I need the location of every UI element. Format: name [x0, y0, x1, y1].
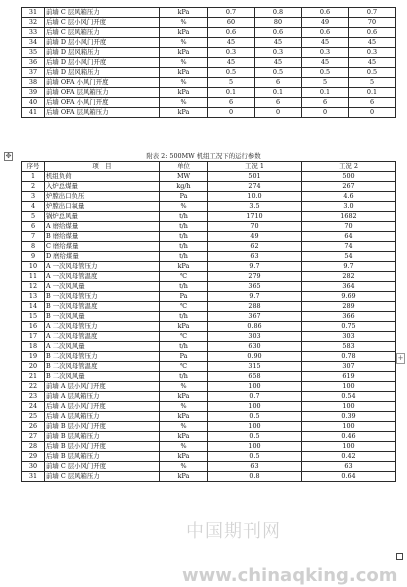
table-cell: kPa: [160, 432, 208, 442]
table-cell: 45: [349, 58, 396, 68]
table-cell: 70: [208, 222, 302, 232]
table-cell: t/h: [160, 312, 208, 322]
table-cell: 后墙 OFA 层风箱压力: [45, 108, 160, 118]
table-cell: C 磨给煤量: [45, 242, 160, 252]
table-cell: %: [160, 382, 208, 392]
table-cell: A 磨给煤量: [45, 222, 160, 232]
table-cell: A 一次风母管压力: [45, 262, 160, 272]
table-cell: 炉膛出口氧量: [45, 202, 160, 212]
table-row: [22, 202, 396, 212]
table-cell: 100: [208, 402, 302, 412]
table-cell: B 二次风母管温度: [45, 362, 160, 372]
table-cell: 6: [255, 78, 302, 88]
table-row: [22, 362, 396, 372]
table-cell: 45: [208, 58, 255, 68]
table-cell: t/h: [160, 232, 208, 242]
table-cell: 619: [302, 372, 396, 382]
table-row: [22, 18, 396, 28]
table-cell: 19: [22, 352, 45, 362]
table-cell: kPa: [160, 322, 208, 332]
table-cell: 前墙 B 层风箱压力: [45, 432, 160, 442]
table-cell: %: [160, 402, 208, 412]
header-cell-case-2: 工况 2: [302, 162, 396, 172]
table-cell: 0.86: [208, 322, 302, 332]
table-cell: 70: [302, 222, 396, 232]
table-cell: 0.6: [255, 28, 302, 38]
table-cell: 0.39: [302, 412, 396, 422]
table-cell: 3: [22, 192, 45, 202]
table-cell: Pa: [160, 352, 208, 362]
table-cell: 583: [302, 342, 396, 352]
table-row: [22, 422, 396, 432]
table-row: [22, 322, 396, 332]
table-cell: 45: [349, 38, 396, 48]
table-row: [22, 442, 396, 452]
table-row: [22, 8, 396, 18]
table-cell: 前墙 A 层小风门开度: [45, 382, 160, 392]
table-cell: 后墙 C 层风箱压力: [45, 28, 160, 38]
watermark-cn: 中国期刊网: [186, 521, 281, 542]
table-cell: 9.7: [302, 262, 396, 272]
table-row: [22, 402, 396, 412]
table-cell: 5: [302, 78, 349, 88]
table-cell: kPa: [160, 262, 208, 272]
table-cell: 274: [208, 182, 302, 192]
table-cell: 0.78: [302, 352, 396, 362]
table-cell: B 磨给煤量: [45, 232, 160, 242]
table-cell: %: [160, 442, 208, 452]
table-cell: 前墙 D 层小风门开度: [45, 38, 160, 48]
add-column-icon[interactable]: +: [397, 354, 404, 362]
table-cell: kPa: [160, 452, 208, 462]
table-cell: 后墙 B 层小风门开度: [45, 442, 160, 452]
table-cell: 500: [302, 172, 396, 182]
table-cell: B 二次风母管压力: [45, 352, 160, 362]
table-cell: 14: [22, 302, 45, 312]
table-cell: 0.46: [302, 432, 396, 442]
table-move-handle-icon[interactable]: ✥: [5, 152, 12, 160]
table-cell: 289: [302, 302, 396, 312]
table-cell: 0.42: [302, 452, 396, 462]
table-row: [22, 262, 396, 272]
table-row: [22, 382, 396, 392]
table-row: [22, 252, 396, 262]
table-cell: 41: [22, 108, 45, 118]
table-cell: 后墙 OFA 小风门开度: [45, 98, 160, 108]
table-cell: t/h: [160, 252, 208, 262]
table-row: [22, 342, 396, 352]
table-row: [22, 88, 396, 98]
table-cell: 303: [302, 332, 396, 342]
table-row: [22, 182, 396, 192]
table-cell: t/h: [160, 242, 208, 252]
table-cell: 0.5: [302, 68, 349, 78]
table-cell: 0.6: [208, 28, 255, 38]
table-cell: 0.7: [208, 392, 302, 402]
table-cell: 0.8: [208, 472, 302, 482]
table-cell: Pa: [160, 192, 208, 202]
table-cell: 前墙 OFA 小风门开度: [45, 78, 160, 88]
table-cell: 0.7: [349, 8, 396, 18]
table-row: [22, 192, 396, 202]
table-row: [22, 452, 396, 462]
table-cell: 31: [22, 8, 45, 18]
table-cell: 5: [208, 78, 255, 88]
table-row: [22, 172, 396, 182]
table-cell: 6: [22, 222, 45, 232]
table-cell: ℃: [160, 332, 208, 342]
table-cell: A 二次风母管温度: [45, 332, 160, 342]
table-cell: kPa: [160, 472, 208, 482]
table-cell: 267: [302, 182, 396, 192]
table-cell: B 一次风母管压力: [45, 292, 160, 302]
table-row: [22, 222, 396, 232]
table-cell: 前墙 B 层小风门开度: [45, 422, 160, 432]
table-cell: kPa: [160, 412, 208, 422]
table-cell: 303: [208, 332, 302, 342]
table-cell: 100: [302, 442, 396, 452]
table-cell: 288: [208, 302, 302, 312]
table-cell: 前墙 A 层风箱压力: [45, 392, 160, 402]
table-cell: 6: [349, 98, 396, 108]
table-cell: B 一次风风量: [45, 312, 160, 322]
table-cell: 279: [208, 272, 302, 282]
table-cell: 45: [255, 38, 302, 48]
table-cell: 39: [22, 88, 45, 98]
table-cell: kPa: [160, 88, 208, 98]
table-cell: 机组负荷: [45, 172, 160, 182]
table-row: [22, 472, 396, 482]
table-cell: A 一次风风量: [45, 282, 160, 292]
table-row: [22, 462, 396, 472]
table-cell: 37: [22, 68, 45, 78]
table-cell: %: [160, 98, 208, 108]
table-cell: B 一次风母管温度: [45, 302, 160, 312]
table-cell: 16: [22, 322, 45, 332]
operating-parameters-table: [21, 161, 396, 482]
table-cell: 38: [22, 78, 45, 88]
table-cell: t/h: [160, 222, 208, 232]
table-cell: 630: [208, 342, 302, 352]
table-cell: 12: [22, 282, 45, 292]
table-cell: %: [160, 58, 208, 68]
table-cell: 0.1: [255, 88, 302, 98]
table-row: [22, 292, 396, 302]
table-cell: 1682: [302, 212, 396, 222]
table-cell: A 二次风风量: [45, 342, 160, 352]
table-cell: 后墙 A 层风箱压力: [45, 412, 160, 422]
table-continued: [21, 7, 396, 118]
table-caption: 附表 2: 500MW 机组工况下的运行参数: [146, 152, 261, 160]
table-cell: 后墙 B 层风箱压力: [45, 452, 160, 462]
table-cell: 24: [22, 402, 45, 412]
table-cell: 45: [255, 58, 302, 68]
table-cell: 70: [349, 18, 396, 28]
table-cell: 0: [208, 108, 255, 118]
table-cell: 后墙 D 层小风门开度: [45, 58, 160, 68]
table-cell: 27: [22, 432, 45, 442]
table-cell: 0.5: [208, 68, 255, 78]
table-row: [22, 78, 396, 88]
table-continued-body: [22, 8, 396, 118]
table-cell: 0.90: [208, 352, 302, 362]
table-cell: 49: [302, 18, 349, 28]
table-row: [22, 98, 396, 108]
table-cell: 100: [302, 422, 396, 432]
table-cell: kPa: [160, 48, 208, 58]
table-cell: 0.1: [302, 88, 349, 98]
table-cell: 0: [255, 108, 302, 118]
table-cell: MW: [160, 172, 208, 182]
table-cell: 658: [208, 372, 302, 382]
table-cell: 80: [255, 18, 302, 28]
table-cell: 3.5: [208, 202, 302, 212]
table-cell: 315: [208, 362, 302, 372]
table-cell: 0.6: [302, 28, 349, 38]
table-cell: 307: [302, 362, 396, 372]
table-cell: 0.5: [208, 412, 302, 422]
table-cell: 100: [302, 382, 396, 392]
table-cell: A 一次风母管温度: [45, 272, 160, 282]
table-cell: 入炉总煤量: [45, 182, 160, 192]
table-cell: 5: [349, 78, 396, 88]
table-cell: 28: [22, 442, 45, 452]
table-cell: 0.1: [208, 88, 255, 98]
table-cell: 62: [208, 242, 302, 252]
table-cell: 0: [349, 108, 396, 118]
table-resize-handle-icon[interactable]: [396, 553, 403, 560]
table-cell: 9.69: [302, 292, 396, 302]
table-cell: 26: [22, 422, 45, 432]
table-cell: 36: [22, 58, 45, 68]
table-cell: 22: [22, 382, 45, 392]
watermark-url: www.chinaqking.com: [182, 565, 398, 586]
table-cell: %: [160, 38, 208, 48]
table-cell: 21: [22, 372, 45, 382]
table-cell: 100: [208, 382, 302, 392]
table-row: [22, 282, 396, 292]
table-cell: 49: [208, 232, 302, 242]
table-cell: 18: [22, 342, 45, 352]
table-cell: 0.7: [208, 8, 255, 18]
table-cell: 10.0: [208, 192, 302, 202]
table-cell: 501: [208, 172, 302, 182]
table-cell: 17: [22, 332, 45, 342]
table-cell: 54: [302, 252, 396, 262]
table-row: [22, 28, 396, 38]
table-cell: 0.3: [208, 48, 255, 58]
table-cell: %: [160, 202, 208, 212]
table-cell: kPa: [160, 28, 208, 38]
table-cell: 炉膛出口负压: [45, 192, 160, 202]
table-cell: 6: [302, 98, 349, 108]
table-cell: t/h: [160, 282, 208, 292]
table-cell: 25: [22, 412, 45, 422]
table-row: [22, 242, 396, 252]
table-cell: 9.7: [208, 262, 302, 272]
table-cell: 0.1: [349, 88, 396, 98]
table-cell: t/h: [160, 372, 208, 382]
table-cell: 10: [22, 262, 45, 272]
table-cell: 4.6: [302, 192, 396, 202]
table-cell: 0.3: [349, 48, 396, 58]
table-row: [22, 48, 396, 58]
table-cell: 0.6: [349, 28, 396, 38]
table-row: [22, 232, 396, 242]
table-cell: 0.6: [302, 8, 349, 18]
table-cell: Pa: [160, 292, 208, 302]
table-cell: 74: [302, 242, 396, 252]
table-cell: 0.5: [208, 452, 302, 462]
table-cell: 前墙 D 层风箱压力: [45, 48, 160, 58]
table-cell: 0.5: [349, 68, 396, 78]
table-cell: B 二次风风量: [45, 372, 160, 382]
header-cell-index: 序号: [22, 162, 45, 172]
table-cell: 后墙 A 层小风门开度: [45, 402, 160, 412]
table-cell: D 磨给煤量: [45, 252, 160, 262]
table-cell: 366: [302, 312, 396, 322]
table-row: [22, 412, 396, 422]
header-cell-item: 项 目: [45, 162, 160, 172]
table-cell: A 二次风母管压力: [45, 322, 160, 332]
table-cell: 3.0: [302, 202, 396, 212]
table-cell: 0.5: [208, 432, 302, 442]
table-cell: 63: [208, 462, 302, 472]
table-cell: 锅炉总风量: [45, 212, 160, 222]
table-cell: 60: [208, 18, 255, 28]
table-header-row: [22, 162, 396, 172]
table-cell: kg/h: [160, 182, 208, 192]
table-row: [22, 68, 396, 78]
table-cell: 13: [22, 292, 45, 302]
table-cell: 0.3: [255, 48, 302, 58]
table-cell: %: [160, 422, 208, 432]
table-cell: t/h: [160, 342, 208, 352]
table-cell: 63: [302, 462, 396, 472]
table-row: [22, 302, 396, 312]
table-cell: 7: [22, 232, 45, 242]
table-cell: 35: [22, 48, 45, 58]
table-cell: 32: [22, 18, 45, 28]
table-cell: 后墙 D 层风箱压力: [45, 68, 160, 78]
table-cell: 0.64: [302, 472, 396, 482]
table-cell: 0.54: [302, 392, 396, 402]
table-cell: 9.7: [208, 292, 302, 302]
table-cell: 6: [255, 98, 302, 108]
table-cell: 365: [208, 282, 302, 292]
table-row: [22, 212, 396, 222]
table-cell: 0.8: [255, 8, 302, 18]
table-cell: 23: [22, 392, 45, 402]
table-cell: 40: [22, 98, 45, 108]
table-cell: ℃: [160, 302, 208, 312]
table-row: [22, 332, 396, 342]
table-cell: 4: [22, 202, 45, 212]
table-cell: 1710: [208, 212, 302, 222]
table-row: [22, 38, 396, 48]
table-cell: kPa: [160, 392, 208, 402]
table-cell: t/h: [160, 212, 208, 222]
table-cell: 282: [302, 272, 396, 282]
table-row: [22, 108, 396, 118]
table-cell: 前墙 C 层风箱压力: [45, 8, 160, 18]
table-cell: 5: [22, 212, 45, 222]
table-cell: 33: [22, 28, 45, 38]
table-row: [22, 352, 396, 362]
table-cell: kPa: [160, 8, 208, 18]
table-cell: 9: [22, 252, 45, 262]
table-cell: 30: [22, 462, 45, 472]
table-cell: 0.5: [255, 68, 302, 78]
table-row: [22, 392, 396, 402]
table-cell: 100: [302, 402, 396, 412]
table-cell: %: [160, 18, 208, 28]
table-cell: 前墙 C 层小风门开度: [45, 462, 160, 472]
table-cell: 0.3: [302, 48, 349, 58]
table-cell: 0.75: [302, 322, 396, 332]
table-row: [22, 312, 396, 322]
table-cell: ℃: [160, 362, 208, 372]
table-cell: 1: [22, 172, 45, 182]
table-cell: 45: [302, 58, 349, 68]
table-cell: 64: [302, 232, 396, 242]
table-cell: 后墙 C 层小风门开度: [45, 18, 160, 28]
table-cell: 前墙 OFA 层风箱压力: [45, 88, 160, 98]
table-cell: 45: [208, 38, 255, 48]
table-cell: ℃: [160, 272, 208, 282]
table-cell: 45: [302, 38, 349, 48]
table-cell: 15: [22, 312, 45, 322]
table-cell: 367: [208, 312, 302, 322]
header-cell-case-1: 工况 1: [208, 162, 302, 172]
table-cell: 364: [302, 282, 396, 292]
table-cell: 100: [208, 422, 302, 432]
table-cell: 31: [22, 472, 45, 482]
operating-parameters-body: [22, 172, 396, 482]
table-cell: 63: [208, 252, 302, 262]
table-cell: kPa: [160, 108, 208, 118]
table-row: [22, 58, 396, 68]
table-cell: 29: [22, 452, 45, 462]
table-row: [22, 432, 396, 442]
table-row: [22, 372, 396, 382]
table-cell: 0: [302, 108, 349, 118]
table-cell: 34: [22, 38, 45, 48]
table-cell: 100: [208, 442, 302, 452]
table-cell: 2: [22, 182, 45, 192]
table-cell: kPa: [160, 68, 208, 78]
table-cell: %: [160, 78, 208, 88]
table-cell: %: [160, 462, 208, 472]
table-row: [22, 272, 396, 282]
header-cell-unit: 单位: [160, 162, 208, 172]
table-cell: 8: [22, 242, 45, 252]
table-cell: 6: [208, 98, 255, 108]
table-cell: 20: [22, 362, 45, 372]
table-cell: 前墙 C 层风箱压力: [45, 472, 160, 482]
table-cell: 11: [22, 272, 45, 282]
